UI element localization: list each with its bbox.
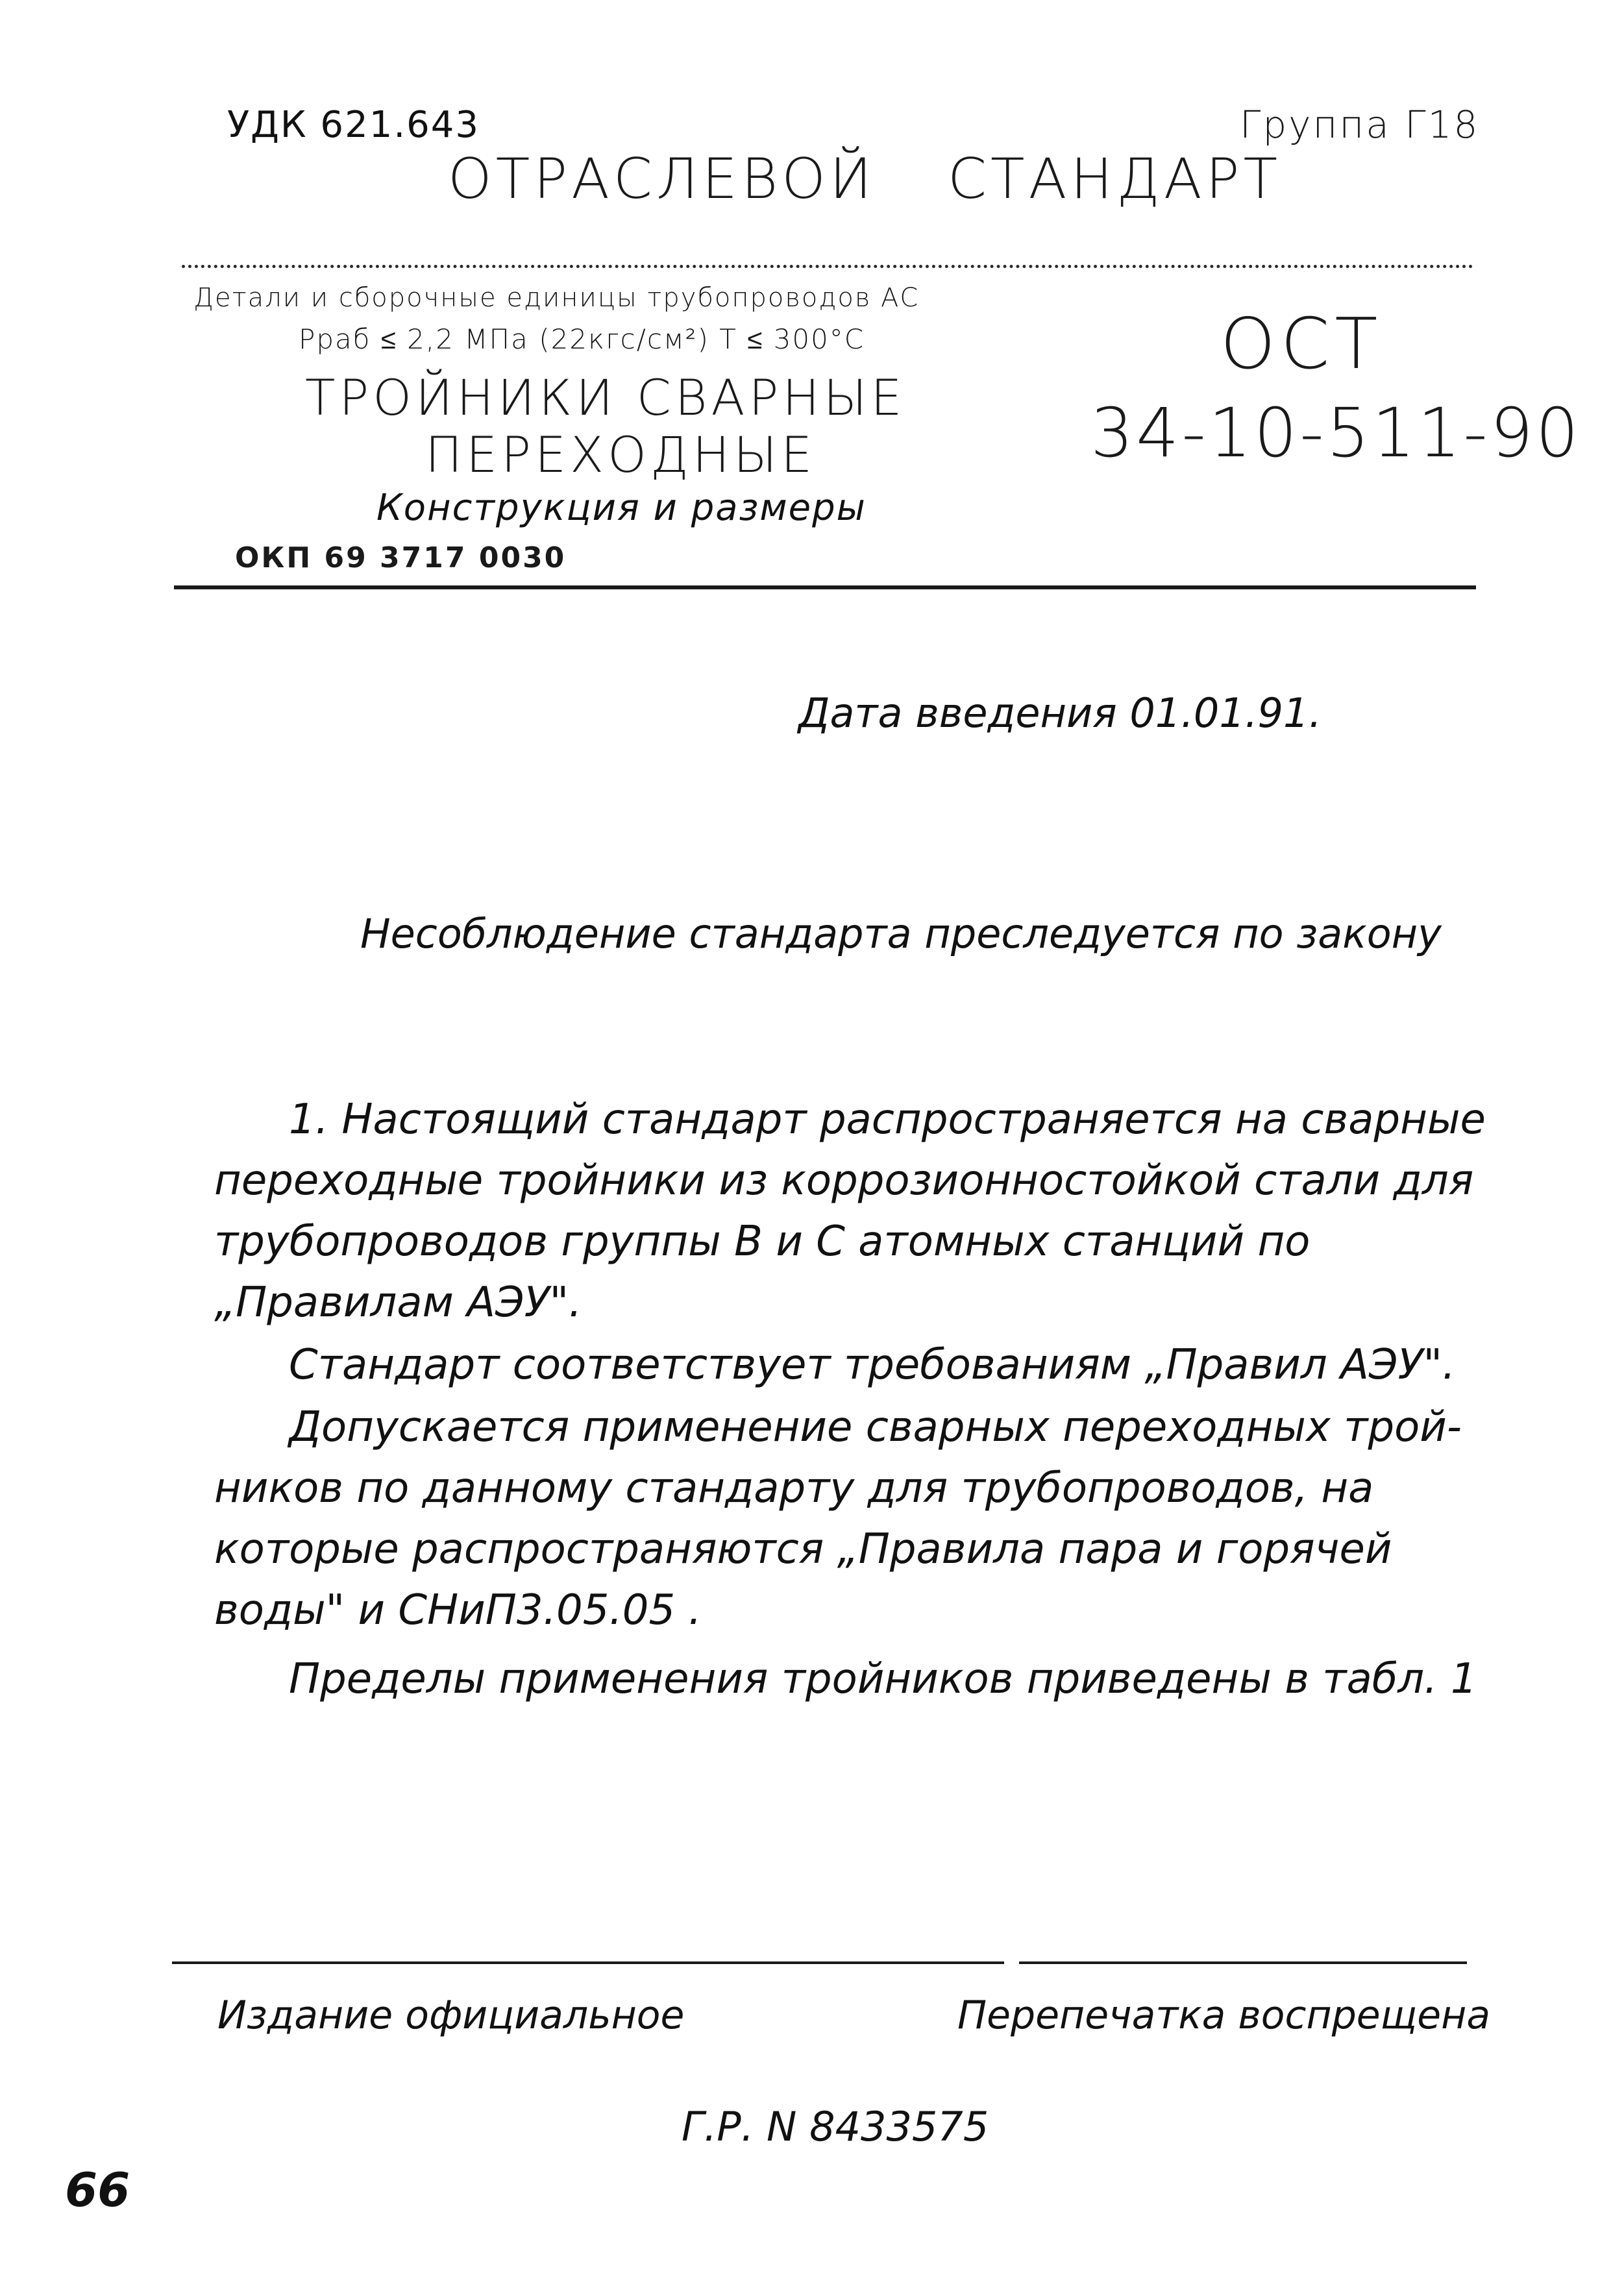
paragraph-3-line-4: воды" и СНиП3.05.05 . <box>214 1586 702 1634</box>
paragraph-1-line-3: трубопроводов группы В и С атомных станций по <box>214 1218 1310 1266</box>
paragraph-1-line-2: переходные тройники из коррозионностойкой стали для <box>214 1157 1474 1205</box>
page-number: 66 <box>65 2163 130 2217</box>
official-edition-label: Издание официальное <box>217 1993 685 2038</box>
document-subtitle: Конструкция и размеры <box>376 487 867 529</box>
okp-code: ОКП 69 3717 0030 <box>235 541 567 574</box>
paragraph-3-line-3: которые распространяются „Правила пара и горячей <box>214 1525 1392 1573</box>
paragraph-1-line-4: „Правилам АЭУ". <box>214 1279 582 1327</box>
group-code: Группа Г18 <box>1240 103 1480 147</box>
footer-rule-left <box>172 1961 1004 1964</box>
subject-line-1: Детали и сборочные единицы трубопроводов АС <box>193 283 920 313</box>
title-block-bottom-rule <box>174 585 1476 589</box>
introduction-date: Дата введения 01.01.91. <box>798 689 1322 737</box>
doc-type-right: СТАНДАРТ <box>948 147 1282 212</box>
paragraph-2: Стандарт соответствует требованиям „Правил АЭУ". <box>289 1341 1456 1389</box>
udk-code: УДК 621.643 <box>227 104 480 146</box>
standard-number: 34-10-511-90 <box>1090 393 1582 473</box>
registration-number: Г.Р. N 8433575 <box>682 2103 989 2150</box>
standard-label: ОСТ <box>1220 304 1383 385</box>
paragraph-1-line-1: 1. Настоящий стандарт распространяется на сварные <box>289 1096 1486 1144</box>
subject-line-2: Рраб ≤ 2,2 МПа (22кгс/см²) Т ≤ 300°С <box>299 323 865 355</box>
footer-rule-right <box>1019 1961 1467 1964</box>
legal-warning: Несоблюдение стандарта преследуется по закону <box>360 910 1442 957</box>
reprint-prohibited-label: Перепечатка воспрещена <box>957 1993 1491 2038</box>
paragraph-4: Пределы применения тройников приведены в табл. 1 <box>289 1655 1477 1703</box>
document-title-line-1: ТРОЙНИКИ СВАРНЫЕ <box>305 369 906 426</box>
document-title-line-2: ПЕРЕХОДНЫЕ <box>425 426 817 484</box>
doc-type-left: ОТРАСЛЕВОЙ <box>448 147 876 212</box>
header-top-rule <box>182 265 1473 268</box>
paragraph-3-line-2: ников по данному стандарту для трубопроводов, на <box>214 1464 1374 1512</box>
paragraph-3-line-1: Допускается применение сварных переходных трой- <box>289 1403 1462 1451</box>
